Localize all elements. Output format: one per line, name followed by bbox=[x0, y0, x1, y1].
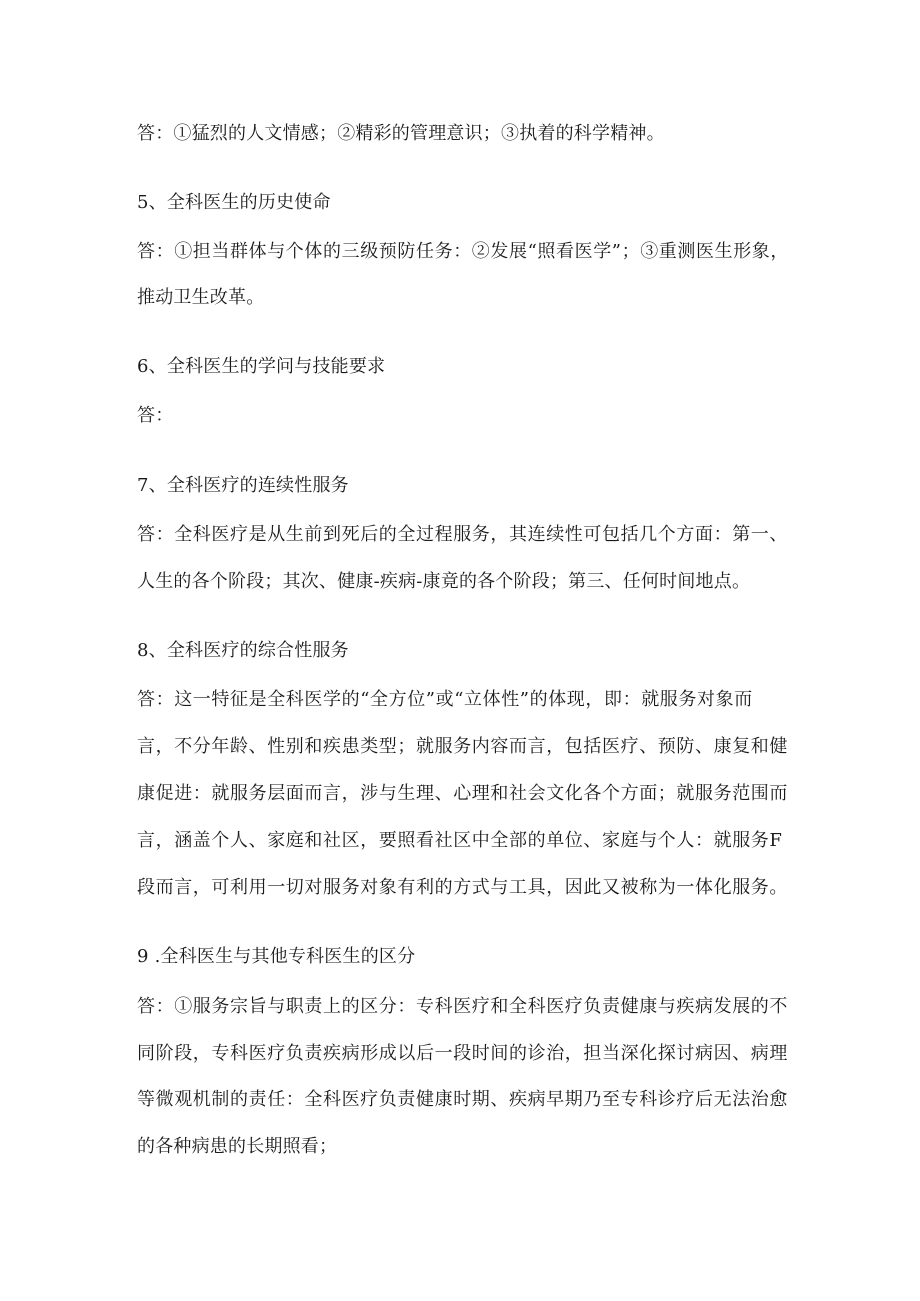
heading-5: 5、全科医生的历史使命 bbox=[137, 192, 331, 213]
answer-4-line-1: 答：①猛烈的人文情感；②精彩的管理意识；③执着的科学精神。 bbox=[137, 123, 665, 144]
answer-9-line-4: 的各种病患的长期照看； bbox=[137, 1136, 338, 1157]
heading-8: 8、全科医疗的综合性服务 bbox=[137, 640, 349, 661]
answer-8-line-2: 言，不分年龄、性别和疾患类型；就服务内容而言，包括医疗、预防、康复和健 bbox=[137, 736, 788, 757]
answer-8-line-1: 答：这一特征是全科医学的“全方位”或“立体性”的体现，即：就服务对象而 bbox=[137, 689, 753, 710]
answer-9-line-2: 同阶段，专科医疗负责疾病形成以后一段时间的诊治，担当深化探讨病因、病理 bbox=[137, 1043, 788, 1064]
answer-5-line-1: 答：①担当群体与个体的三级预防任务：②发展“照看医学”；③重测医生形象， bbox=[137, 241, 790, 262]
answer-8-line-3: 康促进：就服务层面而言，涉与生理、心理和社会文化各个方面；就服务范围而 bbox=[137, 783, 788, 804]
heading-9: 9 .全科医生与其他专科医生的区分 bbox=[137, 946, 416, 967]
answer-8-line-5: 段而言，可利用一切对服务对象有利的方式与工具，因此又被称为一体化服务。 bbox=[137, 877, 788, 898]
answer-9-line-3: 等微观机制的责任：全科医疗负责健康时期、疾病早期乃至专科诊疗后无法治愈 bbox=[137, 1089, 788, 1110]
answer-5-line-2: 推动卫生改革。 bbox=[137, 287, 265, 308]
answer-7-line-1: 答：全科医疗是从生前到死后的全过程服务，其连续性可包括几个方面：第一、 bbox=[137, 524, 788, 545]
answer-6-line-1: 答： bbox=[137, 405, 174, 426]
answer-9-line-1: 答：①服务宗旨与职责上的区分：专科医疗和全科医疗负责健康与疾病发展的不 bbox=[137, 996, 788, 1017]
answer-7-line-2: 人生的各个阶段；其次、健康-疾病-康竟的各个阶段；第三、任何时间地点。 bbox=[137, 571, 751, 592]
answer-8-line-4: 言，涵盖个人、家庭和社区，要照看社区中全部的单位、家庭与个人：就服务F bbox=[137, 830, 783, 851]
heading-7: 7、全科医疗的连续性服务 bbox=[137, 475, 349, 496]
heading-6: 6、全科医生的学问与技能要求 bbox=[137, 356, 386, 377]
